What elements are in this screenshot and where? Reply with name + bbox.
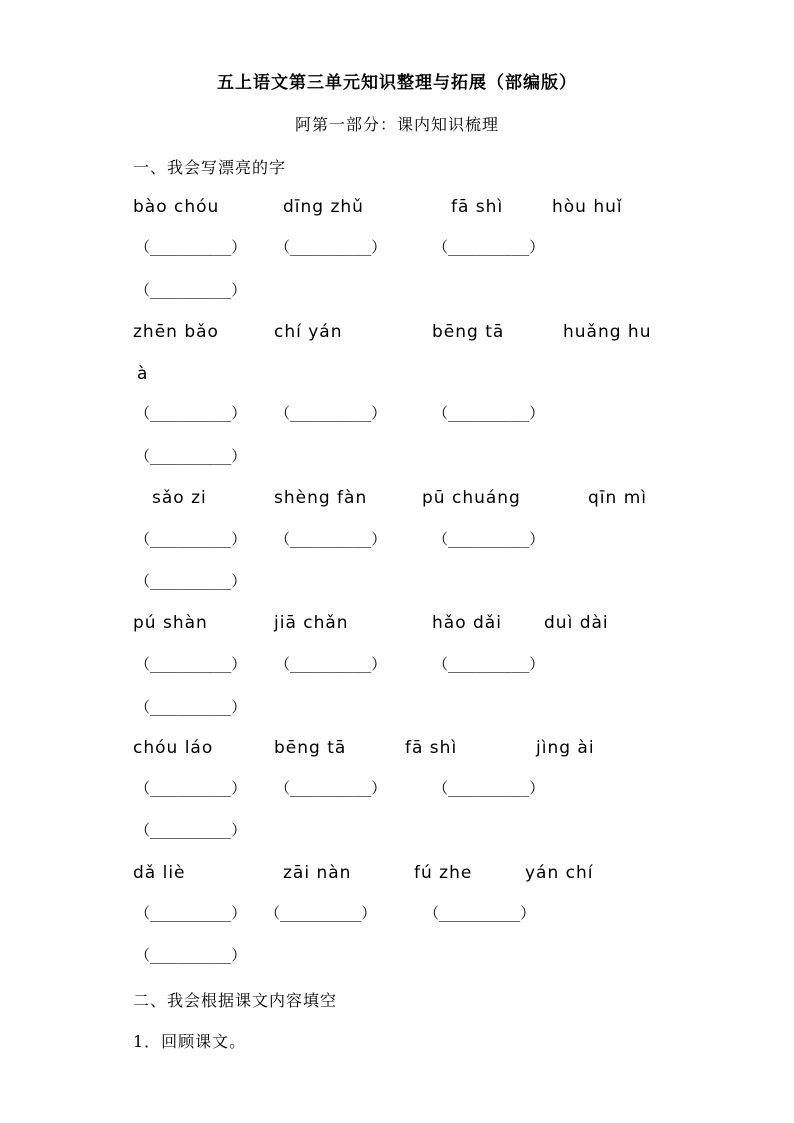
pinyin-word: zāi nàn (283, 863, 352, 883)
answer-blank[interactable]: （_________） (433, 238, 545, 256)
answer-blank[interactable]: （_________） (275, 404, 387, 422)
answer-blank[interactable]: （_________） (135, 447, 247, 465)
pinyin-word: huǎng hu (563, 322, 652, 342)
section-heading-fill-blank: 二、我会根据课文内容填空 (133, 991, 338, 1010)
answer-blank[interactable]: （_________） (424, 904, 536, 922)
answer-blank[interactable]: （_________） (135, 238, 247, 256)
answer-blank[interactable]: （_________） (135, 655, 247, 673)
pinyin-word: fā shì (451, 197, 504, 217)
answer-blank[interactable]: （_________） (135, 779, 247, 797)
answer-blank[interactable]: （_________） (135, 281, 247, 299)
answer-blank[interactable]: （_________） (275, 779, 387, 797)
document-title: 五上语文第三单元知识整理与拓展（部编版） (217, 73, 577, 93)
pinyin-word: sǎo zi (152, 488, 207, 508)
pinyin-word: fú zhe (414, 863, 473, 883)
pinyin-word: chóu láo (133, 738, 214, 758)
pinyin-word: hòu huǐ (552, 197, 623, 217)
pinyin-word: jiā chǎn (274, 613, 349, 633)
pinyin-word: hǎo dǎi (432, 613, 502, 633)
pinyin-word: qīn mì (588, 488, 647, 508)
answer-blank[interactable]: （_________） (135, 698, 247, 716)
pinyin-word: jìng ài (536, 738, 595, 758)
part-subtitle: 阿第一部分：课内知识梳理 (294, 115, 499, 134)
pinyin-word: zhēn bǎo (133, 322, 219, 342)
pinyin-word: dǎ liè (133, 863, 186, 883)
answer-blank[interactable]: （_________） (433, 779, 545, 797)
answer-blank[interactable]: （_________） (433, 530, 545, 548)
pinyin-word: bēng tā (432, 322, 505, 342)
pinyin-word: yán chí (525, 863, 594, 883)
pinyin-word: pú shàn (133, 613, 208, 633)
answer-blank[interactable]: （_________） (135, 946, 247, 964)
answer-blank[interactable]: （_________） (135, 904, 247, 922)
pinyin-word: pū chuáng (422, 488, 521, 508)
pinyin-word: bēng tā (274, 738, 347, 758)
pinyin-word: chí yán (274, 322, 343, 342)
pinyin-wrap: à (137, 364, 149, 384)
section-heading-writing: 一、我会写漂亮的字 (133, 158, 287, 177)
pinyin-word: bào chóu (133, 197, 220, 217)
pinyin-word: fā shì (405, 738, 458, 758)
answer-blank[interactable]: （_________） (275, 238, 387, 256)
answer-blank[interactable]: （_________） (135, 404, 247, 422)
answer-blank[interactable]: （_________） (275, 530, 387, 548)
question-item-1: 1．回顾课文。 (133, 1032, 247, 1051)
answer-blank[interactable]: （_________） (275, 655, 387, 673)
pinyin-word: shèng fàn (274, 488, 368, 508)
answer-blank[interactable]: （_________） (265, 904, 377, 922)
answer-blank[interactable]: （_________） (135, 572, 247, 590)
pinyin-word: dīng zhǔ (283, 197, 364, 217)
answer-blank[interactable]: （_________） (135, 821, 247, 839)
pinyin-word: duì dài (544, 613, 609, 633)
answer-blank[interactable]: （_________） (433, 404, 545, 422)
answer-blank[interactable]: （_________） (135, 530, 247, 548)
answer-blank[interactable]: （_________） (433, 655, 545, 673)
